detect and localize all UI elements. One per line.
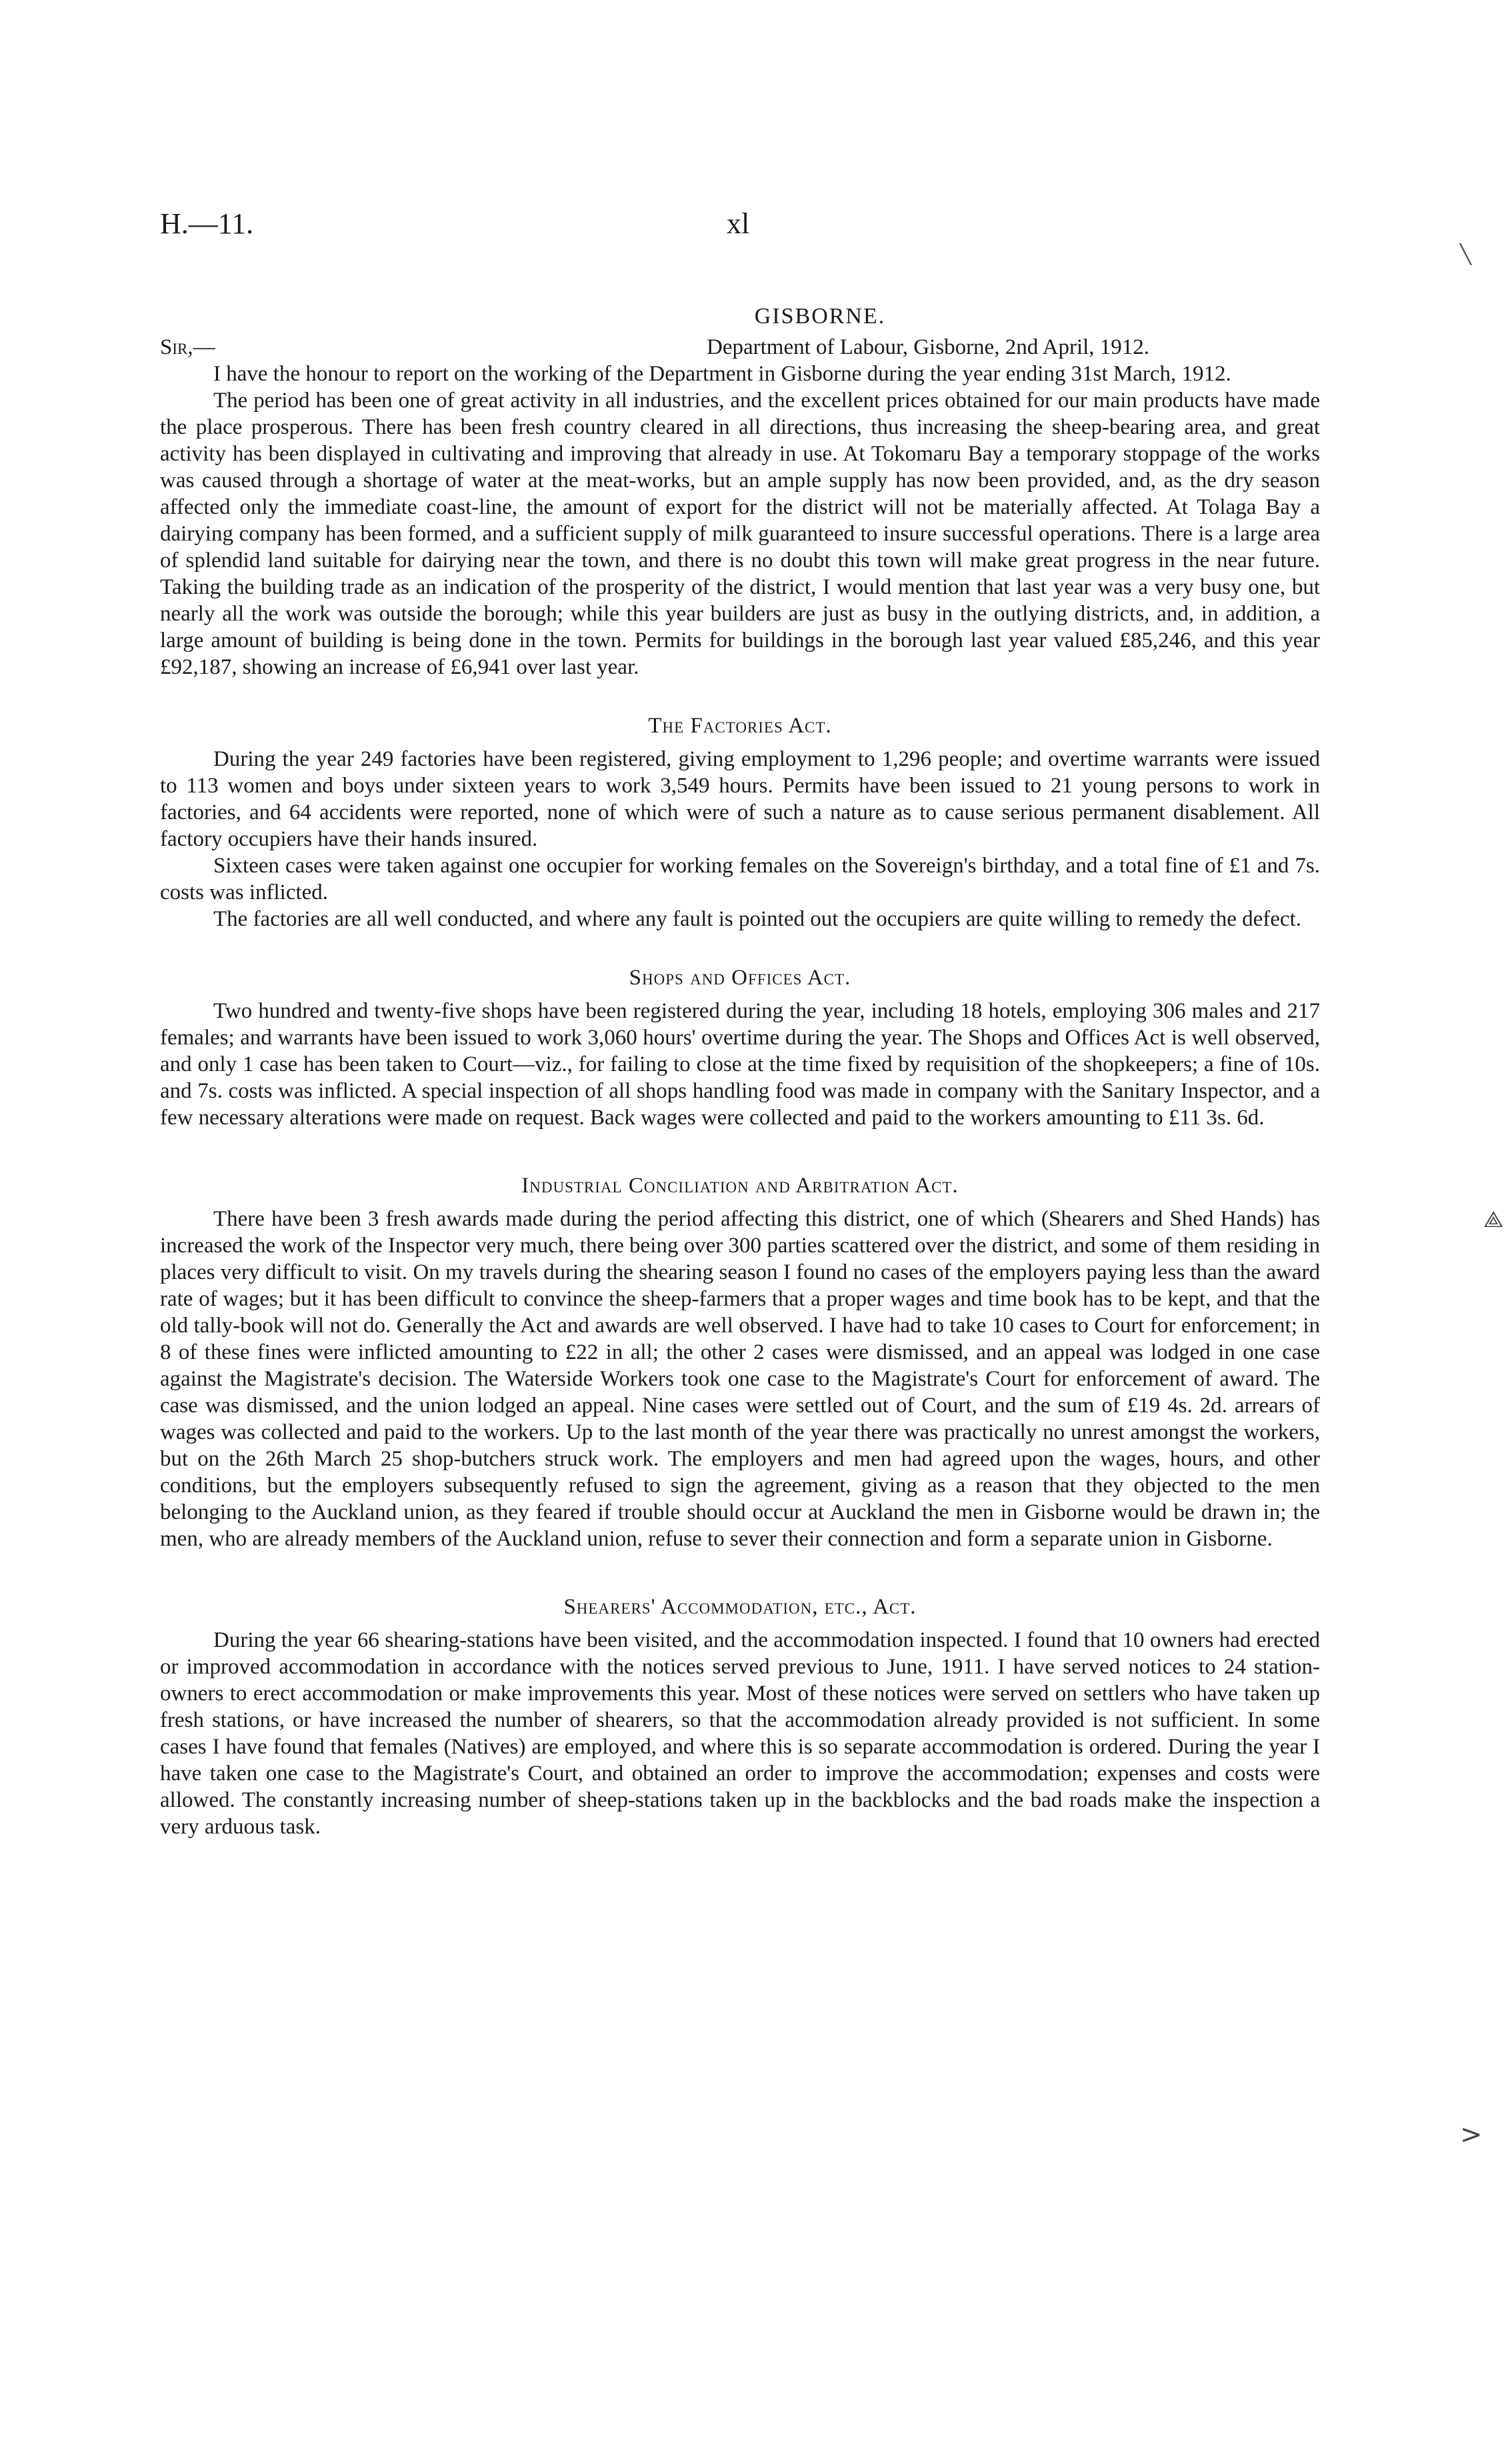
paragraph: The factories are all well conducted, and where any fault is pointed out the occupiers are quite willing to remedy the defect. [213,907,1301,931]
salutation: Sir,— [160,335,215,359]
report-reference: H.—11. [160,207,254,240]
report-body [160,303,1320,1840]
letter-header [160,334,1320,361]
paragraph: During the year 66 shearing-stations have been visited, and the accommodation inspected. I found that 10 owners had erected or improved accommodation in accordance with the notices served previous to June, 1911. I have served notices to 24 station-owners to erect accommodation or make improvements this year. Most of these notices were served on settlers who have taken up fresh stations, or have increased the number of shearers, so that the accommodation already provided is not sufficient. In some cases I have found that females (Natives) are employed, and where this is so separate accommodation is ordered. During the year I have taken one case to the Magistrate's Court, and obtained an order to improve the accommodation; expenses and costs were allowed. The constantly increasing number of sheep-stations taken up in the backblocks and the bad roads make the inspection a very arduous task. [160,1628,1320,1839]
section-heading-factories: The Factories Act. [648,714,832,738]
paragraph: During the year 249 factories have been registered, giving employment to 1,296 people; and overtime warrants were issued to 113 women and boys under sixteen years to work 3,549 hours. Permits have been issued to 21 young persons to work in factories, and 64 accidents were reported, none of which were of such a nature as to cause serious permanent disablement. All factory occupiers have their hands insured. [160,747,1320,851]
section-heading-arbitration: Industrial Conciliation and Arbitration Act. [521,1174,959,1198]
scan-mark: > [1460,2119,1483,2150]
paragraph: Sixteen cases were taken against one occupier for working females on the Sovereign's birthday, and a total fine of £1 and 7s. costs was inflicted. [160,854,1320,904]
report-title: GISBORNE. [754,304,886,329]
section-heading-shops: Shops and Offices Act. [629,966,851,990]
page-number: xl [727,207,750,240]
paragraph: There have been 3 fresh awards made during the period affecting this district, one of which (Shearers and Shed Hands) has increased the work of the Inspector very much, there being over 300 parties scattered over the district, and some of them residing in places very difficult to visit. On my travels during the shearing season I found no cases of the employers paying less than the award rate of wages; but it has been difficult to convince the sheep-farmers that a proper wages and time book has to be kept, and that the old tally-book will not do. Generally the Act and awards are well observed. I have had to take 10 cases to Court for enforcement; in 8 of these fines were inflicted amounting to £22 in all; the other 2 cases were dismissed, and an appeal was lodged in one case against the Magistrate's decision. The Waterside Workers took one case to the Magistrate's Court for enforcement of award. The case was dismissed, and the union lodged an appeal. Nine cases were settled out of Court, and the sum of £19 4s. 2d. arrears of wages was collected and paid to the workers. Up to the last month of the year there was practically no unrest amongst the workers, but on the 26th March 25 shop-butchers struck work. The employers and men had agreed upon the wages, hours, and other conditions, but the employers subsequently refused to sign the agreement, giving as a reason that they objected to the men belonging to the Auckland union, as they feared if trouble should occur at Auckland the men in Gisborne would be drawn in; the men, who are already members of the Auckland union, refuse to sever their connection and form a separate union in Gisborne. [160,1207,1320,1551]
intro-paragraph: I have the honour to report on the working of the Department in Gisborne during the year ending 31st March, 1912. [213,362,1231,386]
scan-mark: ╲ [1460,243,1471,265]
dateline: Department of Labour, Gisborne, 2nd April, 1912. [707,335,1150,359]
intro-paragraph: The period has been one of great activity in all industries, and the excellent prices obtained for our main products have made the place prosperous. There has been fresh country cleared in all directions, thus increasing the sheep-bearing area, and great activity has been displayed in cultivating and improving that already in use. At Tokomaru Bay a temporary stoppage of the works was caused through a shortage of water at the meat-works, but an ample supply has now been provided, and, as the dry season affected only the immediate coast-line, the amount of export for the district will not be materially affected. At Tolaga Bay a dairying company has been formed, and a sufficient supply of milk guaranteed to insure successful operations. There is a large area of splendid land suitable for dairying near the town, and there is no doubt this town will make great progress in the near future. Taking the building trade as an indication of the prosperity of the district, I would mention that last year was a very busy one, but nearly all the work was outside the borough; while this year builders are just as busy in the outlying districts, and, in addition, a large amount of building is being done in the town. Permits for buildings in the borough last year valued £85,246, and this year £92,187, showing an increase of £6,941 over last year. [160,389,1320,679]
scan-mark: ⟁ [1483,1206,1504,1233]
section-heading-shearers: Shearers' Accommodation, etc., Act. [563,1595,917,1619]
paragraph: Two hundred and twenty-five shops have been registered during the year, including 18 hotels, employing 306 males and 217 females; and warrants have been issued to work 3,060 hours' overtime during the year. The Shops and Offices Act is well observed, and only 1 case has been taken to Court—viz., for failing to close at the time fixed by requisition of the shopkeepers; a fine of 10s. and 7s. costs was inflicted. A special inspection of all shops handling food was made in company with the Sanitary Inspector, and a few necessary alterations were made on request. Back wages were collected and paid to the workers amounting to £11 3s. 6d. [160,999,1320,1130]
